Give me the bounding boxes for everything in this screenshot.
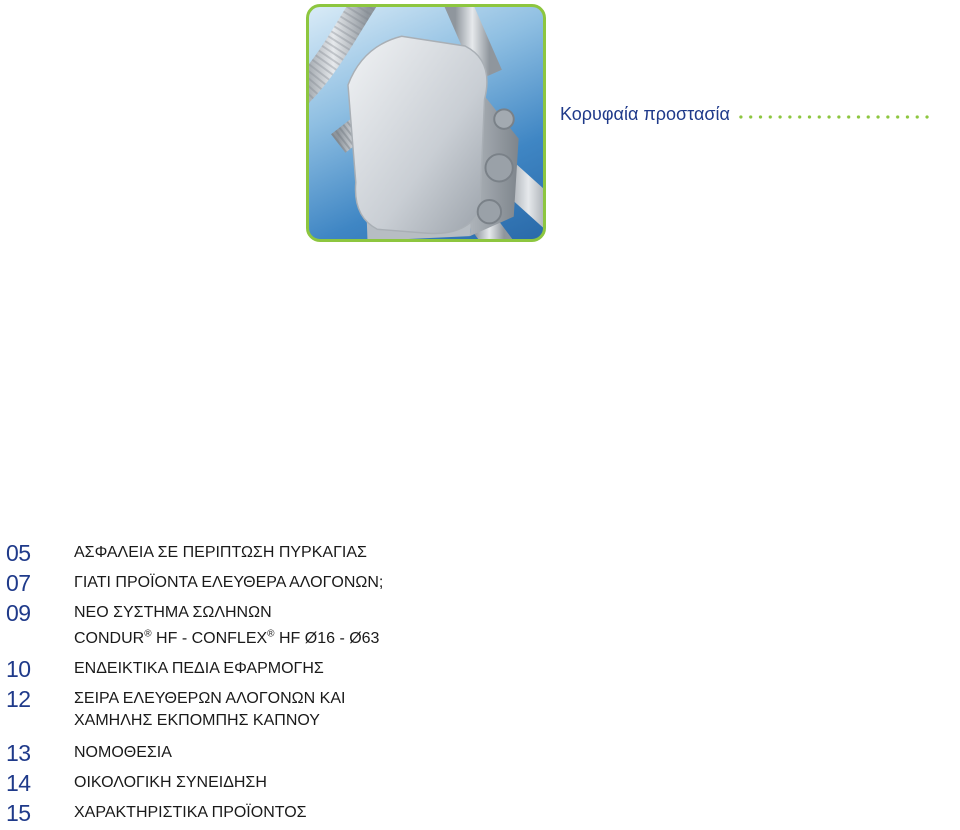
- toc-item: [0, 768, 960, 798]
- toc-item: [0, 654, 960, 684]
- toc-title: [74, 802, 307, 824]
- toc-title-line: ΧΑΜΗΛΗΣ ΕΚΠΟΜΠΗΣ ΚΑΠΝΟΥ: [74, 712, 320, 729]
- toc-item: [0, 738, 960, 768]
- toc-page-number: 14: [6, 770, 31, 796]
- toc-page-number: 13: [6, 740, 31, 766]
- registered-mark: ®: [144, 628, 152, 640]
- toc-title: [74, 688, 345, 732]
- toc-title-line: ΟΙΚΟΛΟΓΙΚΗ ΣΥΝΕΙΔΗΣΗ: [74, 774, 267, 791]
- toc-title-subline: [74, 628, 379, 650]
- toc-title-line: ΓΙΑΤΙ ΠΡΟΪΟΝΤΑ ΕΛΕΥΘΕΡΑ ΑΛΟΓΟΝΩΝ;: [74, 574, 384, 591]
- toc-page-number: 15: [6, 800, 31, 826]
- toc-title-line: ΧΑΡΑΚΤΗΡΙΣΤΙΚΑ ΠΡΟΪΟΝΤΟΣ: [74, 804, 307, 821]
- toc-title-line: ΕΝΔΕΙΚΤΙΚΑ ΠΕΔΙΑ ΕΦΑΡΜΟΓΗΣ: [74, 660, 324, 677]
- junction-box-photo-icon: [309, 7, 543, 239]
- toc-page-number: 10: [6, 656, 31, 682]
- product-photo: [306, 4, 546, 242]
- tagline: [560, 104, 932, 125]
- toc-item: [0, 538, 960, 568]
- toc-title-line: ΣΕΙΡΑ ΕΛΕΥΘΕΡΩΝ ΑΛΟΓΟΝΩΝ ΚΑΙ: [74, 690, 346, 707]
- brand-condur: CONDUR: [74, 630, 145, 647]
- toc-page-number: 09: [6, 600, 31, 626]
- toc-title-line: ΝΕΟ ΣΥΣΤΗΜΑ ΣΩΛΗΝΩΝ: [74, 604, 272, 621]
- toc-title: [74, 772, 267, 794]
- toc-title: [74, 602, 379, 650]
- toc-title: [74, 658, 324, 680]
- toc-title: [74, 542, 367, 564]
- toc-page-number: 05: [6, 540, 31, 566]
- toc-item: [0, 568, 960, 598]
- toc-title-line: ΑΣΦΑΛΕΙΑ ΣΕ ΠΕΡΙΠΤΩΣΗ ΠΥΡΚΑΓΙΑΣ: [74, 544, 367, 561]
- diameter-range: HF Ø16 - Ø63: [274, 630, 380, 647]
- toc-title-line: ΝΟΜΟΘΕΣΙΑ: [74, 744, 172, 761]
- brand-conflex: HF - CONFLEX: [151, 630, 268, 647]
- tagline-text: Κορυφαία προστασία: [560, 104, 730, 124]
- toc-title: [74, 572, 383, 594]
- toc-item: [0, 684, 960, 738]
- toc-page-number: 12: [6, 686, 31, 712]
- toc-item: [0, 798, 960, 828]
- toc-item: [0, 598, 960, 658]
- toc-title: [74, 742, 172, 764]
- dotted-leader: [736, 114, 932, 120]
- registered-mark: ®: [267, 628, 275, 640]
- toc-page-number: 07: [6, 570, 31, 596]
